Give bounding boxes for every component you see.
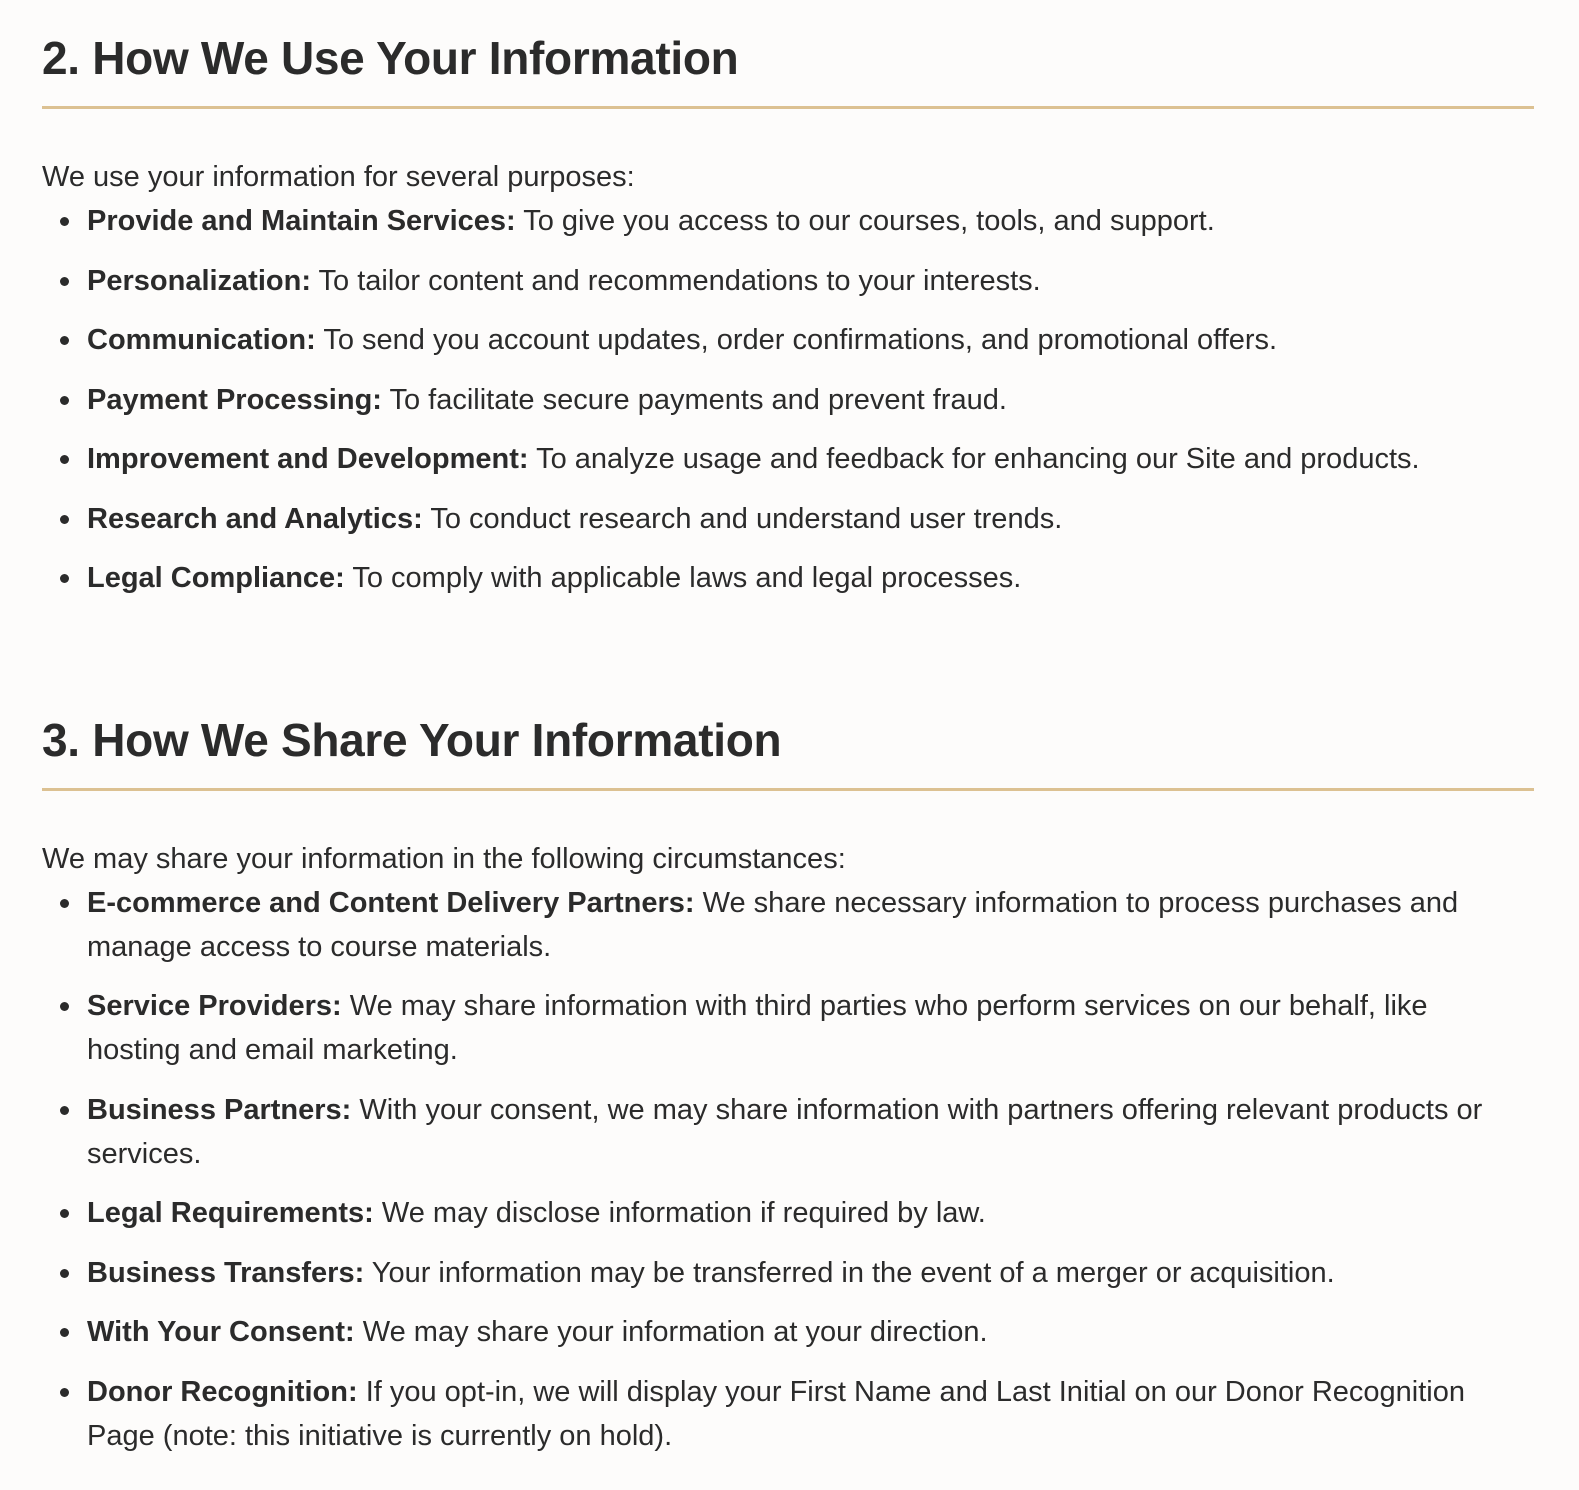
heading-divider bbox=[42, 106, 1534, 109]
list-item bbox=[42, 378, 1502, 422]
item-text: To facilitate secure payments and prevent fraud. bbox=[381, 383, 1007, 416]
list-item bbox=[42, 318, 1502, 362]
item-text: We share necessary information to process purchases and manage access to course materials. bbox=[87, 886, 1459, 963]
bullet-icon bbox=[60, 336, 69, 345]
item-term: Provide and Maintain Services: bbox=[87, 205, 516, 237]
list-item bbox=[42, 1251, 1502, 1295]
item-term: With Your Consent: bbox=[87, 1316, 355, 1348]
list-item bbox=[42, 1310, 1502, 1354]
bullet-icon bbox=[60, 217, 69, 226]
item-text: To analyze usage and feedback for enhancing our Site and products. bbox=[528, 443, 1420, 475]
purpose-list bbox=[42, 199, 1537, 600]
item-term: Payment Processing: bbox=[87, 383, 382, 416]
list-item bbox=[42, 1370, 1502, 1458]
item-term: Donor Recognition: bbox=[87, 1375, 358, 1408]
item-text: If you opt-in, we will display your First Name and Last Initial on our Donor Recognition Page (note: this initiative is currently on hold). bbox=[87, 1375, 1465, 1452]
section-intro: We may share your information in the following circumstances: bbox=[42, 842, 846, 875]
item-term: Business Transfers: bbox=[87, 1256, 365, 1289]
bullet-icon bbox=[60, 1388, 69, 1397]
item-term: Research and Analytics: bbox=[87, 502, 423, 535]
list-item bbox=[42, 497, 1502, 541]
item-text: With your consent, we may share information with partners offering relevant products or services. bbox=[87, 1093, 1483, 1170]
list-item bbox=[42, 259, 1502, 303]
section-how-we-share bbox=[42, 616, 1537, 1458]
bullet-icon bbox=[60, 574, 69, 583]
item-term: Communication: bbox=[87, 324, 316, 356]
list-item bbox=[42, 556, 1502, 600]
item-term: Legal Compliance: bbox=[87, 562, 345, 594]
item-term: Business Partners: bbox=[87, 1093, 352, 1126]
item-text: To comply with applicable laws and legal processes. bbox=[344, 562, 1022, 594]
item-text: To conduct research and understand user trends. bbox=[422, 502, 1063, 535]
item-text: Your information may be transferred in the event of a merger or acquisition. bbox=[364, 1256, 1335, 1289]
bullet-icon bbox=[60, 1269, 69, 1278]
item-term: Improvement and Development: bbox=[87, 443, 529, 475]
item-text: We may share your information at your direction. bbox=[354, 1316, 988, 1348]
item-text: To send you account updates, order confirmations, and promotional offers. bbox=[315, 324, 1278, 356]
item-text: To tailor content and recommendations to your interests. bbox=[311, 264, 1041, 297]
list-item bbox=[42, 881, 1502, 969]
item-text: To give you access to our courses, tools, and support. bbox=[515, 205, 1215, 237]
item-term: Personalization: bbox=[87, 264, 311, 297]
sharing-list bbox=[42, 881, 1537, 1458]
list-item bbox=[42, 1191, 1502, 1235]
section-intro: We use your information for several purposes: bbox=[42, 161, 635, 193]
bullet-icon bbox=[60, 1106, 69, 1115]
heading-divider bbox=[42, 788, 1534, 791]
item-term: Service Providers: bbox=[87, 990, 342, 1022]
list-item bbox=[42, 1088, 1502, 1176]
bullet-icon bbox=[60, 396, 69, 405]
bullet-icon bbox=[60, 1002, 69, 1011]
bullet-icon bbox=[60, 277, 69, 286]
item-text: We may share information with third parties who perform services on our behalf, like hosting and email marketing. bbox=[87, 990, 1428, 1066]
list-item bbox=[42, 984, 1502, 1072]
item-term: E-commerce and Content Delivery Partners: bbox=[87, 886, 695, 919]
list-item bbox=[42, 437, 1502, 481]
section-heading: 3. How We Share Your Information bbox=[42, 713, 782, 766]
bullet-icon bbox=[60, 1209, 69, 1218]
bullet-icon bbox=[60, 515, 69, 524]
bullet-icon bbox=[60, 1328, 69, 1337]
item-term: Legal Requirements: bbox=[87, 1197, 374, 1229]
bullet-icon bbox=[60, 899, 69, 908]
bullet-icon bbox=[60, 455, 69, 464]
list-item bbox=[42, 199, 1502, 243]
item-text: We may disclose information if required by law. bbox=[373, 1197, 986, 1229]
section-heading: 2. How We Use Your Information bbox=[42, 32, 739, 84]
section-how-we-use bbox=[42, 0, 1537, 600]
